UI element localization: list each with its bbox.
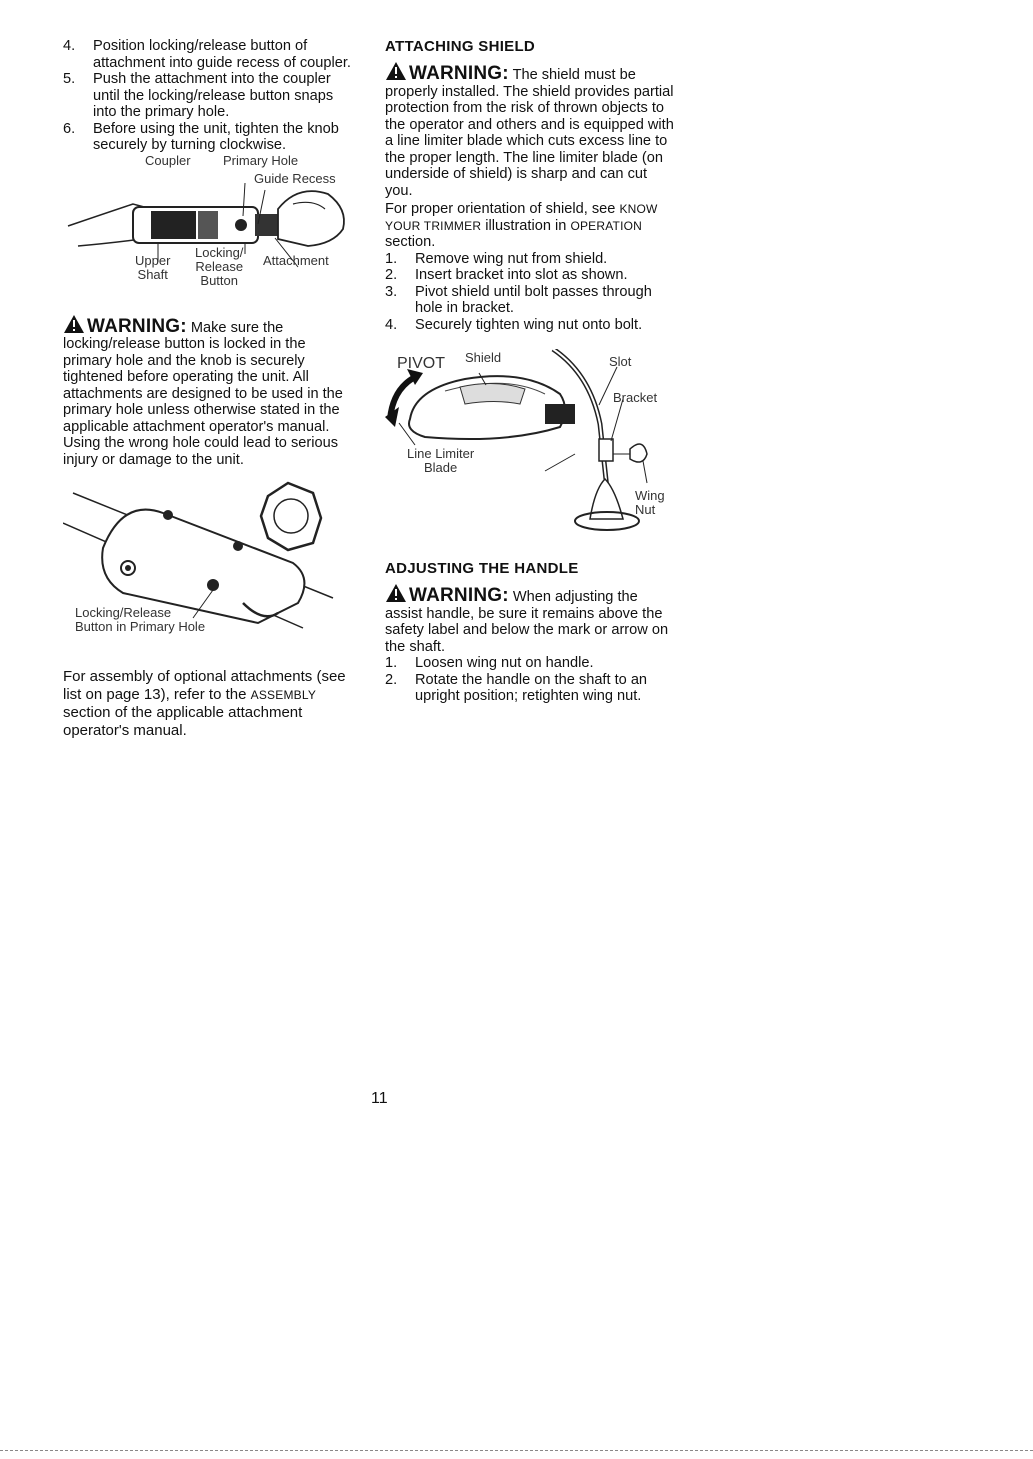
warning-handle: WARNING: When adjusting the assist handle, be sure it remains above the safety label and below the mark or arrow on the shaft. xyxy=(385,585,669,655)
shield-figure xyxy=(385,349,675,554)
warning-triangle-icon xyxy=(385,61,407,81)
optional-attachments-note: For assembly of optional attachments (see list on page 13), refer to the ASSEMBLY section of the applicable attachment operator's manual. xyxy=(63,668,346,739)
label-line-limiter-blade: Line Limiter Blade xyxy=(407,446,475,475)
label-attachment: Attachment xyxy=(263,252,329,268)
page-number: 11 xyxy=(371,1090,388,1107)
adjusting-handle-heading: ADJUSTING THE HANDLE xyxy=(385,560,579,577)
shield-step-1: 1. Remove wing nut from shield. xyxy=(385,250,608,267)
shaft-knob-illustration xyxy=(63,478,353,668)
label-slot: Slot xyxy=(609,354,632,369)
warning-triangle-icon xyxy=(385,583,407,603)
orientation-note: For proper orientation of shield, see KNOW YOUR TRIMMER illustration in OPERATION section. xyxy=(385,201,658,250)
shield-steps xyxy=(385,251,675,334)
left-column xyxy=(63,38,353,739)
warning-triangle-icon xyxy=(63,314,85,334)
bottom-divider xyxy=(0,1450,1033,1451)
step-4: 4. Position locking/release button of attachment into guide recess of coupler. xyxy=(63,38,351,71)
step-6: 6. Before using the unit, tighten the knob securely by turning clockwise. xyxy=(63,120,339,153)
warning-locking: WARNING: Make sure the locking/release button is locked in the primary hole and the knob is securely tightened before operating the unit. All attachments are designed to be used in the primary hole unless otherwise stated in the applicable attachment operator's manual. Using the wrong hole could lead to serious injury or damage to the unit. xyxy=(63,315,343,468)
label-guide-recess: Guide Recess xyxy=(254,170,336,186)
coupler-figure xyxy=(63,154,353,304)
step-5: 5. Push the attachment into the coupler until the locking/release button snaps into the primary hole. xyxy=(63,71,334,120)
label-bracket: Bracket xyxy=(613,390,658,405)
label-upper-shaft: Upper Shaft xyxy=(135,252,171,282)
shield-step-4: 4. Securely tighten wing nut onto bolt. xyxy=(385,316,643,333)
label-locking-release-button: Locking/ Release Button xyxy=(195,244,244,288)
label-shield: Shield xyxy=(465,350,502,365)
shield-step-3: 3. Pivot shield until bolt passes through hole in bracket. xyxy=(385,283,652,316)
handle-step-1: 1. Loosen wing nut on handle. xyxy=(385,655,594,671)
handle-step-2: 2. Rotate the handle on the shaft to an upright position; retighten wing nut. xyxy=(385,671,648,704)
assembly-steps xyxy=(63,38,353,154)
handle-steps xyxy=(385,655,675,705)
label-primary-hole: Primary Hole xyxy=(223,152,299,168)
label-pivot: PIVOT xyxy=(397,355,446,372)
warning-shield: WARNING: The shield must be properly installed. The shield provides partial protection from the risk of thrown objects to the operator and others and is equipped with a line limiter blade which cuts excess line to the proper length. The line limiter blade (on underside of shield) is sharp and can cut you. xyxy=(385,63,674,199)
primary-hole-figure xyxy=(63,478,353,668)
attaching-shield-heading: ATTACHING SHIELD xyxy=(385,38,536,55)
label-wing-nut: Wing Nut xyxy=(635,488,665,517)
label-locking-release: Locking/Release Button in Primary Hole xyxy=(75,605,206,634)
label-coupler: Coupler xyxy=(145,152,191,168)
shield-step-2: 2. Insert bracket into slot as shown. xyxy=(385,267,628,283)
right-column xyxy=(385,38,675,705)
